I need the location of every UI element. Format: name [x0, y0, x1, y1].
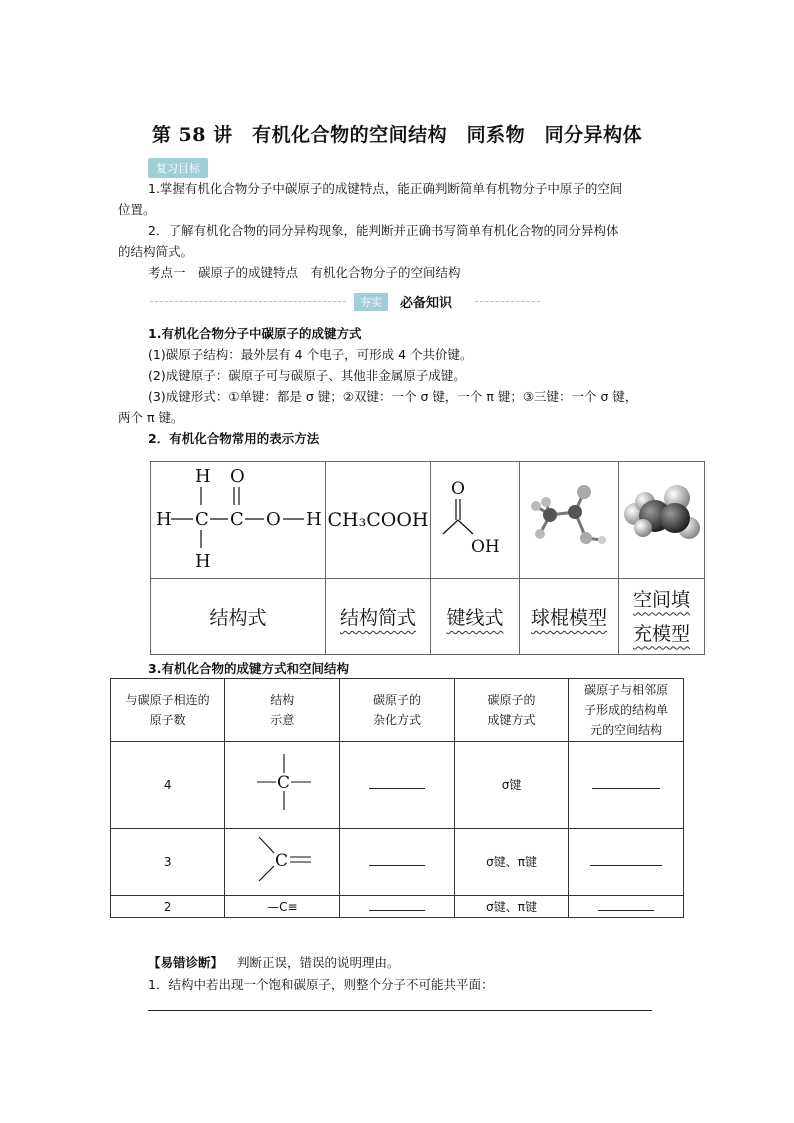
page-title: 第 58 讲 有机化合物的空间结构 同系物 同分异构体: [151, 124, 643, 146]
space-filling-model: [619, 462, 704, 573]
header-cell: 结构 示意: [225, 679, 340, 742]
atom-o: O: [266, 509, 281, 530]
section-badge: 夯实: [354, 293, 388, 311]
bond-type: σ键、π键: [454, 896, 568, 918]
goal-line: 2．了解有机化合物的同分异构现象，能判断并正确书写简单有机化合物的同分异构体: [148, 223, 619, 238]
label-text: 键线式: [446, 607, 504, 629]
atom-h: H: [306, 509, 322, 530]
label-text: 球棍模型: [530, 607, 607, 629]
skeletal-formula-diagram: [431, 462, 519, 573]
structure-symbol: —C≡: [225, 896, 340, 918]
atom-c: C: [230, 509, 244, 530]
goal-line: 1.掌握有机化合物分子中碳原子的成键特点，能正确判断简单有机物分子中原子的空间: [148, 181, 623, 196]
header-cell: 碳原子的 杂化方式: [340, 679, 455, 742]
hybridization-blank[interactable]: [340, 742, 455, 829]
atom-c: C: [275, 851, 289, 871]
condensed-formula-cell: [326, 462, 431, 579]
atom-o: O: [451, 479, 465, 499]
point-heading: 1.有机化合物分子中碳原子的成键方式: [148, 326, 362, 341]
topic-heading: 考点一 碳原子的成键特点 有机化合物分子的空间结构: [148, 265, 461, 280]
space-filling-cell: [619, 462, 705, 579]
atom-count: 4: [111, 742, 225, 829]
header-cell: 碳原子的 成键方式: [454, 679, 568, 742]
atom-o: O: [230, 466, 245, 487]
atom-count: 2: [111, 896, 225, 918]
point-heading: 2．有机化合物常用的表示方法: [148, 431, 320, 446]
diagnosis-instruction: 判断正误，错误的说明理由。: [237, 955, 400, 970]
label-condensed-formula: [326, 579, 431, 655]
bond-type: σ键、π键: [454, 829, 568, 896]
knowledge-points: [118, 323, 718, 449]
label-text: 结构简式: [339, 607, 416, 629]
label-space-filling: [619, 579, 705, 655]
sp3-carbon-diagram: [227, 742, 337, 822]
atom-oh: OH: [471, 537, 500, 557]
diagnosis-header: [148, 952, 400, 973]
hybridization-blank[interactable]: [340, 896, 455, 918]
structural-formula-diagram: [151, 462, 325, 573]
sp2-carbon-diagram: [227, 829, 337, 889]
ball-stick-model: [520, 462, 618, 573]
review-goals-badge: 复习目标: [148, 158, 208, 178]
label-text: 充模型: [632, 622, 690, 645]
atom-c: C: [277, 773, 291, 793]
label-ball-stick: [520, 579, 619, 655]
hybridization-blank[interactable]: [340, 829, 455, 896]
table-row: [111, 829, 684, 896]
answer-line[interactable]: [148, 1010, 652, 1011]
point-text: (1)碳原子结构：最外层有 4 个电子，可形成 4 个共价键。: [148, 347, 473, 362]
header-cell: 碳原子与相邻原 子形成的结构单 元的空间结构: [569, 679, 684, 742]
divider: [150, 301, 346, 302]
geometry-blank[interactable]: [569, 896, 684, 918]
point-text: (2)成键原子：碳原子可与碳原子、其他非金属原子成键。: [148, 368, 466, 383]
geometry-blank[interactable]: [569, 829, 684, 896]
question-1: 1．结构中若出现一个饱和碳原子，则整个分子不可能共平面：: [148, 977, 494, 992]
diagnosis-tag: 【易错诊断】: [148, 955, 224, 970]
table-row: [111, 742, 684, 829]
point-text: (3)成键形式：①单键：都是 σ 键；②双键：一个 σ 键，一个 π 键；③三键：一个 σ 键，: [148, 389, 638, 404]
divider: [475, 301, 540, 302]
goal-line: 的结构简式。: [118, 244, 194, 259]
point-heading: 3.有机化合物的成键方式和空间结构: [148, 661, 349, 676]
label-skeletal-formula: [431, 579, 520, 655]
header-cell: 与碳原子相连的 原子数: [111, 679, 225, 742]
bond-type: σ键: [454, 742, 568, 829]
structural-formula-cell: [151, 462, 326, 579]
bond-table: [110, 678, 684, 918]
point-text: 两个 π 键。: [118, 410, 184, 425]
label-text: 空间填: [632, 588, 690, 611]
structure-sketch: [225, 829, 340, 896]
atom-c: C: [195, 509, 209, 530]
structure-sketch: [225, 742, 340, 829]
atom-count: 3: [111, 829, 225, 896]
atom-h: H: [195, 551, 211, 572]
atom-h: H: [156, 509, 172, 530]
section-label: 必备知识: [400, 296, 453, 311]
label-structural-formula: 结构式: [151, 579, 326, 655]
goal-line: 位置。: [118, 202, 156, 217]
section-header: [150, 293, 540, 309]
geometry-blank[interactable]: [569, 742, 684, 829]
condensed-formula: CH₃COOH: [327, 509, 429, 531]
atom-h: H: [195, 466, 211, 487]
review-goals: [118, 178, 688, 283]
table-row: [111, 896, 684, 918]
representation-table: [150, 461, 705, 655]
ball-stick-cell: [520, 462, 619, 579]
skeletal-formula-cell: [431, 462, 520, 579]
